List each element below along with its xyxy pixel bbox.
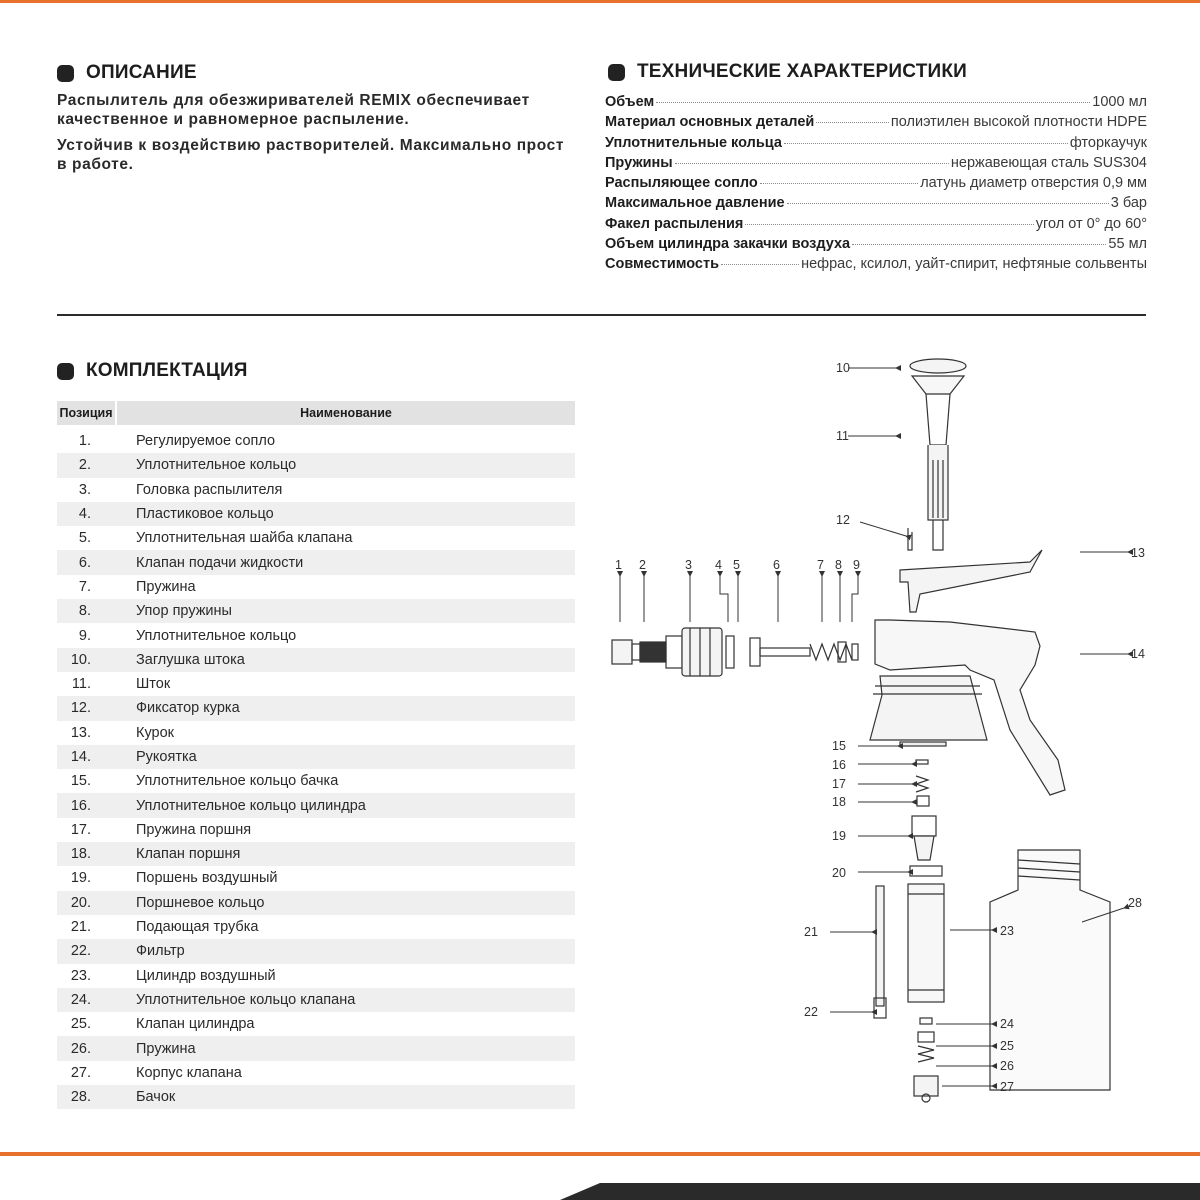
spec-label: Факел распыления [605,215,744,232]
spec-label: Уплотнительные кольца [605,134,782,151]
bottom-dark-band [560,1183,1200,1200]
leader-dots [784,143,1068,144]
spec-row [605,155,1147,175]
callout-21: 21 [804,925,818,939]
table-row [57,939,575,963]
spec-label: Объем цилиндра закачки воздуха [605,236,851,253]
kit-table-header [57,401,575,425]
table-row [57,988,575,1012]
callout-6: 6 [773,558,780,572]
callout-16: 16 [832,758,846,772]
position-cell: 28. [70,1089,91,1106]
position-cell: 13. [70,724,91,741]
callout-13: 13 [1131,546,1145,560]
callout-3: 3 [685,558,692,572]
spec-row [605,114,1147,134]
callout-23: 23 [1000,924,1014,938]
leader-dots [656,102,1090,103]
position-cell: 17. [70,821,91,838]
table-row [57,575,575,599]
spec-label: Максимальное давление [605,195,785,212]
spec-label: Совместимость [605,256,720,273]
exploded-parts-diagram [590,350,1170,1130]
name-cell: Фильтр [136,943,185,960]
position-cell: 7. [78,578,91,595]
spec-value: 55 мл [1108,236,1147,253]
callout-27: 27 [1000,1080,1014,1094]
name-cell: Заглушка штока [136,651,245,668]
table-row [57,818,575,842]
position-cell: 26. [70,1040,91,1057]
kit-table-body [57,429,575,1109]
position-cell: 18. [70,846,91,863]
position-cell: 3. [78,481,91,498]
position-cell: 12. [70,700,91,717]
spec-row [605,135,1147,155]
leader-dots [852,244,1106,245]
spec-row [605,256,1147,276]
table-row [57,891,575,915]
parts-drawing [612,359,1110,1102]
position-cell: 24. [70,991,91,1008]
callout-12: 12 [836,513,850,527]
name-cell: Клапан подачи жидкости [136,554,304,571]
spec-value: фторкаучук [1069,134,1147,151]
name-cell: Рукоятка [136,749,197,765]
position-cell: 25. [70,1016,91,1033]
position-cell: 9. [78,627,91,644]
name-cell: Уплотнительная шайба клапана [136,530,353,547]
position-cell: 20. [70,894,91,911]
spec-row [605,195,1147,215]
table-row [57,478,575,502]
spec-row [605,175,1147,195]
name-cell: Уплотнительное кольцо [136,457,297,474]
position-cell: 23. [70,967,91,984]
callout-8: 8 [835,558,842,572]
leader-dots [816,122,889,123]
table-row [57,745,575,769]
callout-22: 22 [804,1005,818,1019]
callout-1: 1 [615,558,622,572]
callout-19: 19 [832,829,846,843]
name-cell: Уплотнительное кольцо клапана [136,991,356,1008]
callout-17: 17 [832,777,846,791]
name-cell: Регулируемое сопло [136,433,276,450]
position-cell: 2. [78,457,91,474]
table-row [57,1036,575,1060]
name-cell: Курок [136,724,175,741]
table-row [57,1061,575,1085]
spec-value: латунь диаметр отверстия 0,9 мм [920,175,1147,192]
spec-value: 3 бар [1110,195,1147,212]
spec-value: угол от 0° до 60° [1035,215,1147,232]
name-cell: Поршневое кольцо [136,894,265,911]
top-accent-stripe [0,0,1200,3]
bullet-icon [608,64,625,81]
position-cell: 4. [78,506,91,523]
description-title: ОПИСАНИЕ [86,62,197,83]
position-cell: 15. [70,773,91,790]
table-row [57,648,575,672]
table-row [57,793,575,817]
table-row [57,866,575,890]
kit-table [57,401,575,1109]
callout-7: 7 [817,558,824,572]
position-cell: 11. [71,676,91,693]
name-cell: Уплотнительное кольцо [136,627,297,644]
callout-11: 11 [836,429,849,443]
position-cell: 16. [70,797,91,814]
table-row [57,769,575,793]
bullet-icon [57,65,74,82]
table-row [57,721,575,745]
callout-9: 9 [853,558,860,572]
name-cell: Поршень воздушный [136,870,278,887]
bottom-accent-stripe [0,1152,1200,1156]
description-text [57,92,577,182]
position-column-header: Позиция [57,401,117,425]
position-cell: 27. [70,1064,91,1081]
callout-25: 25 [1000,1039,1014,1053]
table-row [57,429,575,453]
specs-heading [608,61,967,83]
spec-row [605,94,1147,114]
callout-18: 18 [832,795,846,809]
leader-dots [787,203,1109,204]
position-cell: 22. [70,943,91,960]
table-row [57,453,575,477]
table-row [57,550,575,574]
leader-dots [675,163,949,164]
name-cell: Клапан поршня [136,846,241,863]
position-cell: 8. [78,603,91,620]
name-cell: Уплотнительное кольцо бачка [136,773,339,790]
table-row [57,964,575,988]
spec-label: Материал основных деталей [605,114,815,131]
name-column-header: Наименование [300,406,392,420]
table-row [57,623,575,647]
name-cell: Пружина [136,1040,196,1057]
position-cell: 21. [70,919,91,936]
callout-24: 24 [1000,1017,1014,1031]
spec-label: Пружины [605,154,673,171]
description-heading [57,62,197,84]
leader-dots [760,183,918,184]
spec-value: полиэтилен высокой плотности HDPE [890,114,1147,131]
specs-list [605,94,1147,277]
leader-dots [745,224,1033,225]
spec-value: нефрас, ксилол, уайт-спирит, нефтяные сольвенты [801,256,1147,273]
kit-title: КОМПЛЕКТАЦИЯ [86,360,248,381]
name-cell: Бачок [136,1089,176,1106]
spec-label: Объем [605,94,655,110]
callout-4: 4 [715,558,722,572]
name-cell: Клапан цилиндра [136,1016,255,1033]
name-cell: Упор пружины [136,603,232,620]
bullet-icon [57,363,74,380]
kit-heading [57,360,248,382]
name-cell: Корпус клапана [136,1064,242,1081]
callout-15: 15 [832,739,846,753]
table-row [57,915,575,939]
spec-row [605,216,1147,236]
table-row [57,599,575,623]
name-cell: Уплотнительное кольцо цилиндра [136,797,366,814]
name-cell: Головка распылителя [136,481,283,498]
spec-row [605,236,1147,256]
position-cell: 5. [78,530,91,547]
position-cell: 6. [78,554,91,571]
name-cell: Пружина [136,578,196,595]
name-cell: Фиксатор курка [136,700,240,717]
name-cell: Цилиндр воздушный [136,967,276,984]
spec-value: 1000 мл [1092,94,1147,110]
table-row [57,696,575,720]
callout-28: 28 [1128,896,1142,910]
callout-10: 10 [836,361,850,375]
name-cell: Пружина поршня [136,821,252,838]
callout-2: 2 [639,558,646,572]
position-cell: 10. [70,651,91,668]
callout-14: 14 [1131,647,1145,661]
name-cell: Шток [136,676,171,693]
position-cell: 1. [78,433,91,450]
specs-title: ТЕХНИЧЕСКИЕ ХАРАКТЕРИСТИКИ [637,61,968,82]
callout-20: 20 [832,866,846,880]
name-cell: Подающая трубка [136,919,259,936]
name-cell: Пластиковое кольцо [136,506,274,523]
position-cell: 14. [70,749,91,765]
description-paragraph: Устойчив к воздействию растворителей. Максимально прост в работе. [57,137,565,173]
callout-5: 5 [733,558,740,572]
table-row [57,842,575,866]
leader-dots [721,264,799,265]
spec-value: нержавеющая сталь SUS304 [950,154,1147,171]
position-cell: 19. [70,870,91,887]
section-divider [57,314,1146,316]
table-row [57,1012,575,1036]
description-paragraph: Распылитель для обезжиривателей REMIX обеспечивает качественное и равномерное распыление. [57,92,530,128]
table-row [57,526,575,550]
table-row [57,502,575,526]
table-row [57,672,575,696]
callout-26: 26 [1000,1059,1014,1073]
table-row [57,1085,575,1109]
spec-label: Распыляющее сопло [605,175,758,192]
